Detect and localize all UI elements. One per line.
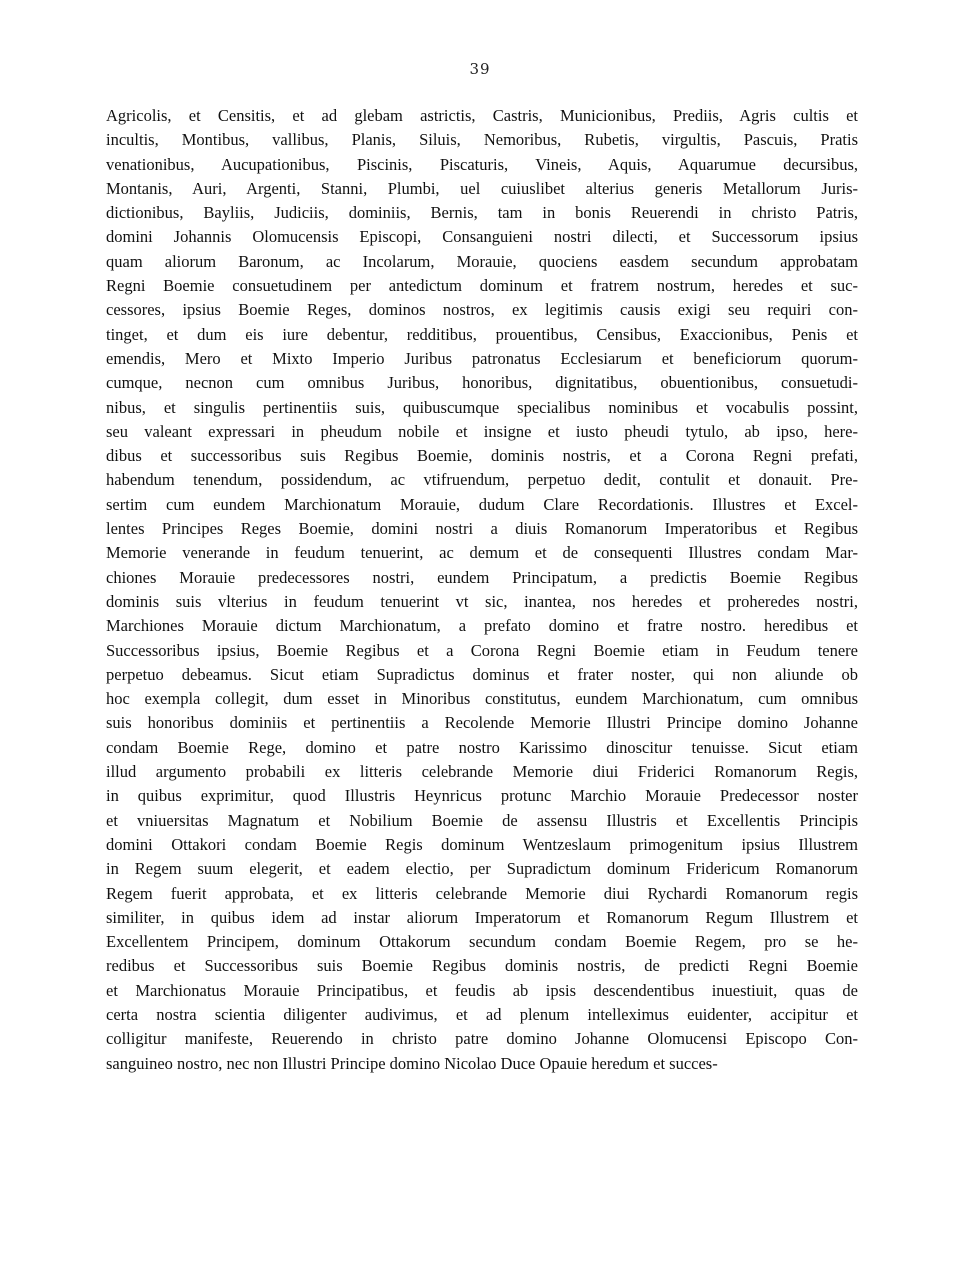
- text-line: domini Ottakori condam Boemie Regis dominum Wentzeslaum primogenitum ipsius Illustrem: [106, 834, 858, 854]
- text-line: certa nostra scientia diligenter audivimus, et ad plenum intelleximus euidenter, accipitur et: [106, 1004, 858, 1024]
- text-line: sanguineo nostro, nec non Illustri Principe domino Nicolao Duce Opauie heredum et succes-: [106, 1053, 718, 1073]
- text-line: nibus, et singulis pertinentiis suis, quibuscumque specialibus nominibus et vocabulis possint,: [106, 397, 858, 417]
- text-line: Regem fuerit approbata, et ex litteris celebrande Memorie diui Rychardi Romanorum regis: [106, 883, 858, 903]
- text-line: illud argumento probabili ex litteris celebrande Memorie diui Friderici Romanorum Regis,: [106, 762, 858, 782]
- text-line: quam aliorum Baronum, ac Incolarum, Morauie, quociens easdem secundum approbatam: [106, 251, 858, 271]
- text-line: redibus et Successoribus suis Boemie Regibus dominis nostris, de predicti Regni Boemie: [106, 956, 858, 976]
- text-line: dibus et successoribus suis Regibus Boemie, dominis nostris, et a Corona Regni prefati,: [106, 446, 858, 466]
- text-line: cumque, necnon cum omnibus Juribus, honoribus, dignitatibus, obuentionibus, consuetudi-: [106, 373, 858, 393]
- text-line: colligitur manifeste, Reuerendo in christo patre domino Johanne Olomucensi Episcopo Con-: [106, 1029, 858, 1049]
- text-line: seu valeant expressari in pheudum nobile et insigne et iusto pheudi tytulo, ab ipso, here-: [106, 421, 858, 441]
- text-line: lentes Principes Reges Boemie, domini nostri a diuis Romanorum Imperatoribus et Regibus: [106, 519, 858, 539]
- text-line: tinget, et dum eis iure debentur, redditibus, prouentibus, Censibus, Exaccionibus, Penis et: [106, 324, 858, 344]
- text-line: dictionibus, Bayliis, Judiciis, dominiis, Bernis, tam in bonis Reuerendi in christo Patris,: [106, 203, 858, 223]
- text-line: in quibus exprimitur, quod Illustris Heynricus protunc Marchio Morauie Predecessor noster: [106, 786, 858, 806]
- text-line: dominis suis vlterius in feudum tenuerint vt sic, inantea, nos heredes et proheredes nostri,: [106, 591, 858, 611]
- text-line: incultis, Montibus, vallibus, Planis, Siluis, Nemoribus, Rubetis, virgultis, Pascuis, Pratis: [106, 130, 858, 150]
- text-line: et vniuersitas Magnatum et Nobilium Boemie de assensu Illustris et Excellentis Principis: [106, 810, 858, 830]
- text-line: in Regem suum elegerit, et eadem electio, per Supradictum dominum Fridericum Romanorum: [106, 859, 858, 879]
- text-line: perpetuo debeamus. Sicut etiam Supradictus dominus et frater noster, qui non aliunde ob: [106, 664, 858, 684]
- text-line: Agricolis, et Censitis, et ad glebam astrictis, Castris, Municionibus, Prediis, Agris cultis et: [106, 106, 858, 125]
- text-line: hoc exempla collegit, dum esset in Minoribus constitutus, eundem Marchionatum, cum omnibus: [106, 689, 858, 709]
- text-line: chiones Morauie predecessores nostri, eundem Principatum, a predictis Boemie Regibus: [106, 567, 858, 587]
- text-line: Montanis, Auri, Argenti, Stanni, Plumbi, uel cuiuslibet alterius generis Metallorum Juris-: [106, 178, 858, 198]
- text-line: venationibus, Aucupationibus, Piscinis, Piscaturis, Vineis, Aquis, Aquarumue decursibus,: [106, 154, 858, 174]
- page-number: 39: [469, 60, 491, 78]
- body-text: [106, 104, 858, 1076]
- text-line: similiter, in quibus idem ad instar aliorum Imperatorum et Romanorum Regum Illustrem et: [106, 907, 858, 927]
- text-line: Regni Boemie consuetudinem per antedictum dominum et fratrem nostrum, heredes et suc-: [106, 276, 858, 296]
- text-line: sertim cum eundem Marchionatum Morauie, dudum Clare Recordationis. Illustres et Excel-: [106, 494, 858, 514]
- text-line: emendis, Mero et Mixto Imperio Juribus patronatus Ecclesiarum et beneficiorum quorum-: [106, 348, 858, 368]
- text-line: habendum tenendum, possidendum, ac vtifruendum, perpetuo dedit, contulit et donauit. Pre-: [106, 470, 858, 490]
- text-line: Marchiones Morauie dictum Marchionatum, a prefato domino et fratre nostro. heredibus et: [106, 616, 858, 636]
- text-line: suis honoribus dominiis et pertinentiis a Recolende Memorie Illustri Principe domino Johanne: [106, 713, 858, 733]
- text-line: cessores, ipsius Boemie Reges, dominos nostros, ex legitimis causis exigi seu requiri con-: [106, 300, 858, 320]
- text-line: et Marchionatus Morauie Principatibus, et feudis ab ipsis descendentibus inuestiuit, quas de: [106, 980, 858, 1000]
- text-line: Excellentem Principem, dominum Ottakorum secundum condam Boemie Regem, pro se he-: [106, 932, 858, 952]
- text-line: condam Boemie Rege, domino et patre nostro Karissimo dinoscitur tenuisse. Sicut etiam: [106, 737, 858, 757]
- text-line: Memorie venerande in feudum tenuerint, ac demum et de consequenti Illustres condam Mar-: [106, 543, 858, 563]
- text-line: Successoribus ipsius, Boemie Regibus et a Corona Regni Boemie etiam in Feudum tenere: [106, 640, 858, 660]
- text-line: domini Johannis Olomucensis Episcopi, Consanguieni nostri dilecti, et Successorum ipsius: [106, 227, 858, 247]
